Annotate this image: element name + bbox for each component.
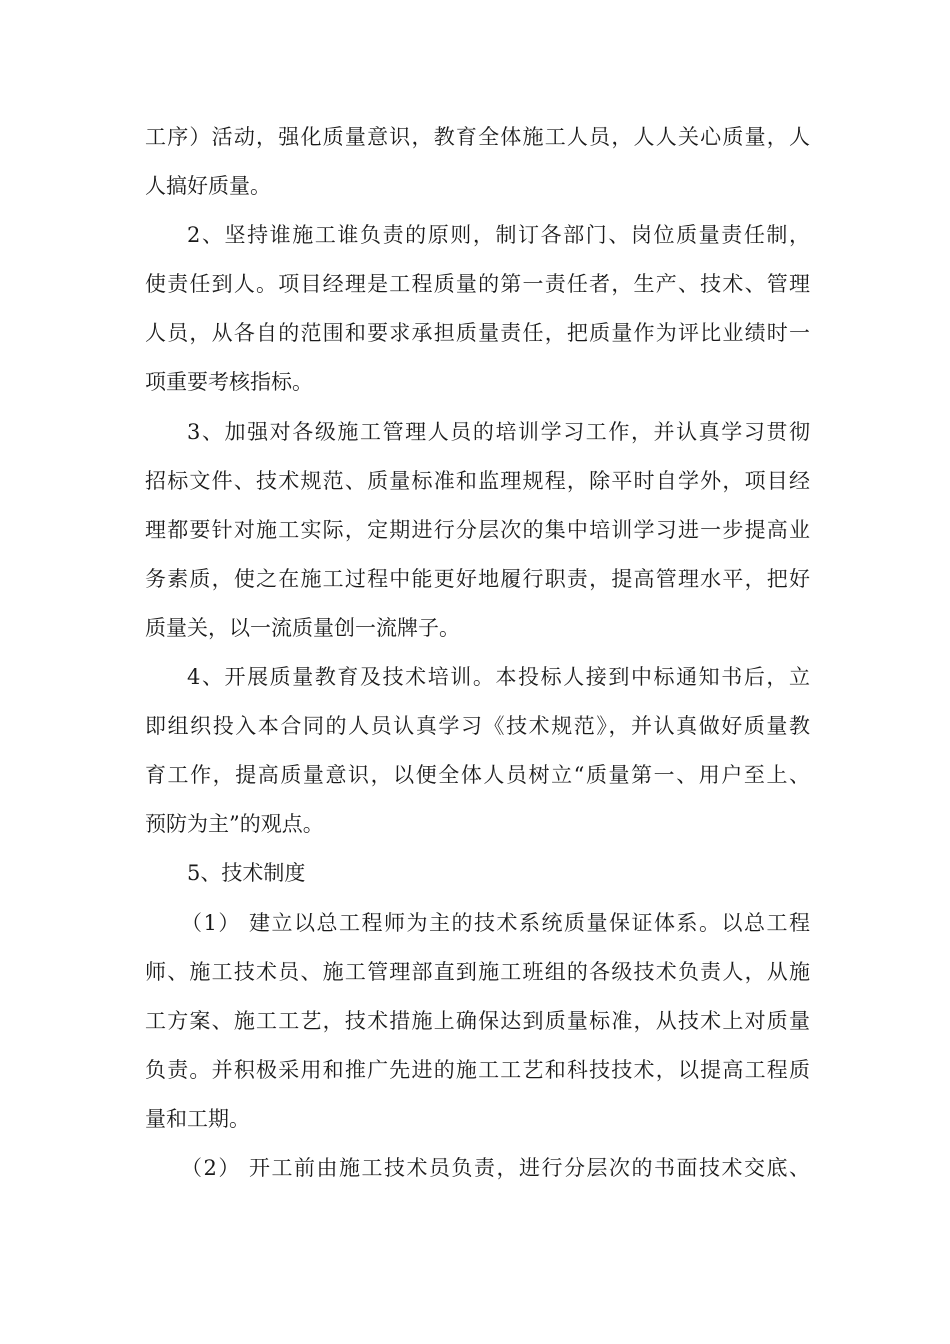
text-line: 人搞好质量。 — [145, 174, 271, 199]
text-line: 育工作，提高质量意识，以便全体人员树立“质量第一、用户至上、 — [145, 763, 810, 788]
item-2-start: （2） 开工前由施工技术员负责，进行分层次的书面技术交底、 — [181, 1155, 810, 1180]
paragraph-3-start: 3、加强对各级施工管理人员的培训学习工作，并认真学习贯彻 — [187, 419, 810, 444]
body-text — [145, 113, 810, 1193]
text-line: 人员，从各自的范围和要求承担质量责任，把质量作为评比业绩时一 — [145, 321, 810, 346]
text-line: 即组织投入本合同的人员认真学习《技术规范》，并认真做好质量教 — [145, 714, 810, 739]
text-line: 招标文件、技术规范、质量标准和监理规程，除平时自学外，项目经 — [145, 468, 810, 493]
item-1-start: （1） 建立以总工程师为主的技术系统质量保证体系。以总工程 — [181, 910, 810, 935]
text-line: 质量关，以一流质量创一流牌子。 — [145, 615, 460, 640]
paragraph-4-start: 4、开展质量教育及技术培训。本投标人接到中标通知书后，立 — [187, 665, 810, 690]
text-line: 使责任到人。项目经理是工程质量的第一责任者，生产、技术、管理 — [145, 272, 810, 297]
text-line: 工序）活动，强化质量意识，教育全体施工人员，人人关心质量，人 — [145, 125, 810, 149]
text-line: 师、施工技术员、施工管理部直到施工班组的各级技术负责人，从施 — [145, 959, 810, 984]
text-line: 负责。并积极采用和推广先进的施工工艺和科技技术，以提高工程质 — [145, 1057, 810, 1082]
section-5-heading: 5、技术制度 — [187, 861, 306, 886]
text-line: 项重要考核指标。 — [145, 370, 313, 395]
text-line: 理都要针对施工实际，定期进行分层次的集中培训学习进一步提高业 — [145, 517, 810, 542]
paragraph-2-start: 2、坚持谁施工谁负责的原则，制订各部门、岗位质量责任制， — [187, 223, 810, 248]
text-line: 务素质，使之在施工过程中能更好地履行职责，提高管理水平，把好 — [145, 566, 810, 591]
text-line: 工方案、施工工艺，技术措施上确保达到质量标准，从技术上对质量 — [145, 1008, 810, 1033]
text-line: 量和工期。 — [145, 1106, 250, 1131]
text-line: 预防为主”的观点。 — [145, 812, 324, 837]
